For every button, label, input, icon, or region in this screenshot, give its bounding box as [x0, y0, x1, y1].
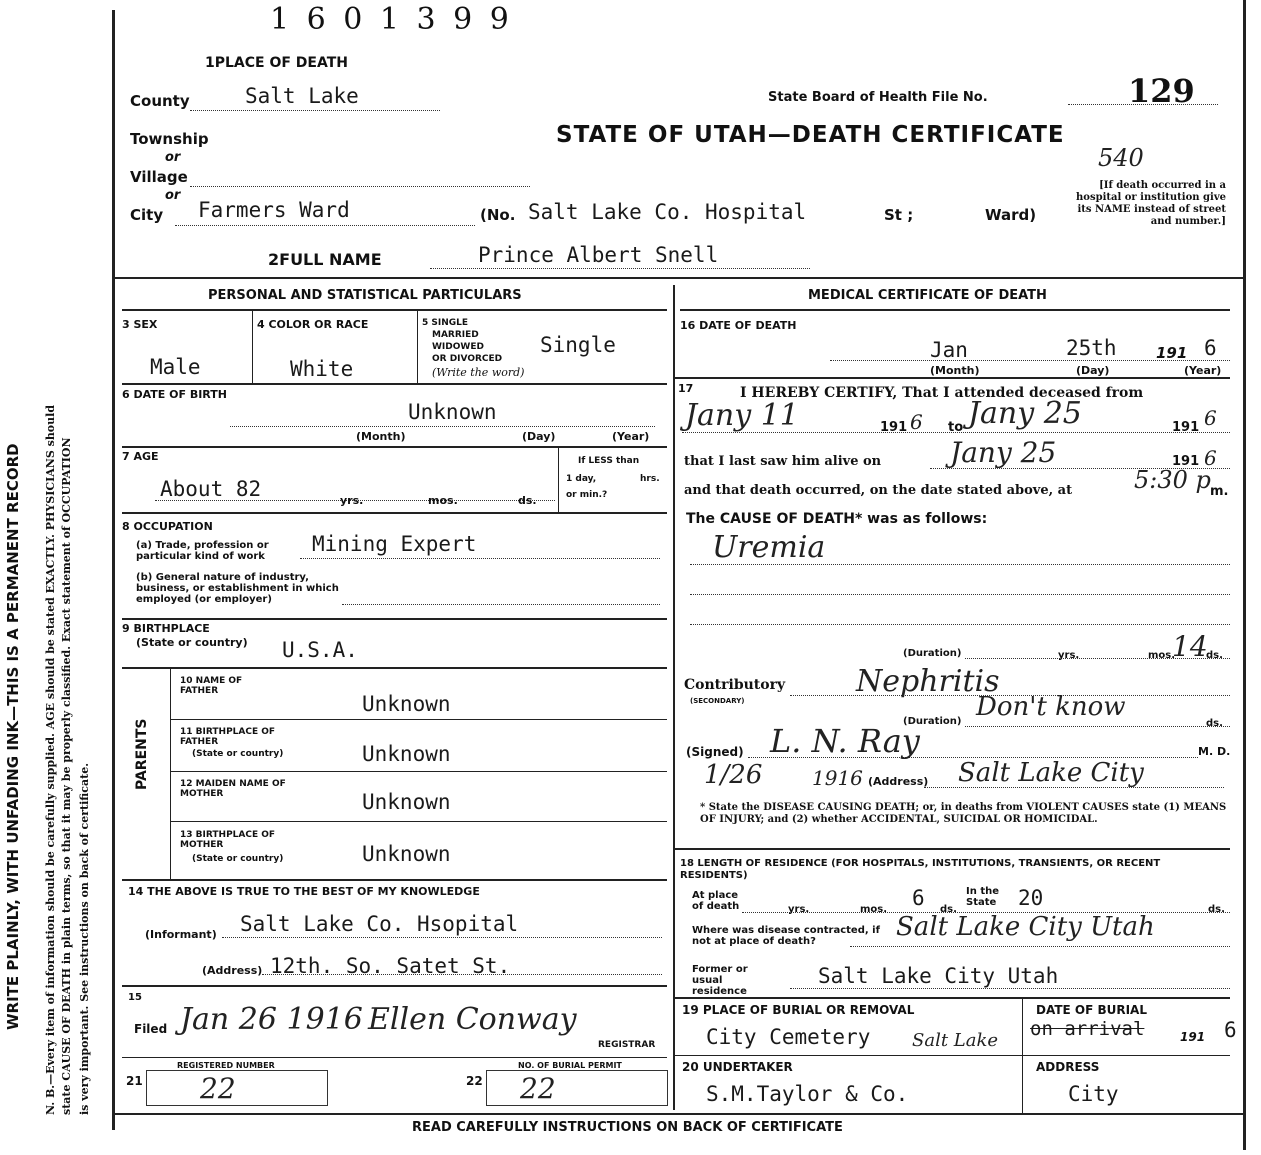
certify-num: 17 — [678, 382, 694, 395]
registered-number-value: 22 — [200, 1072, 236, 1105]
last-saw-year-digit: 6 — [1204, 446, 1217, 470]
contributory-duration-value: Don't know — [976, 692, 1126, 722]
dod-year-label: (Year) — [1184, 364, 1222, 377]
burial-date-label: DATE OF BURIAL — [1036, 1003, 1147, 1017]
signed-date: 1/26 — [704, 760, 763, 790]
date-of-death-day: 25th — [1066, 336, 1117, 360]
dob-day-label: (Day) — [522, 430, 556, 443]
certify-year1: 191 — [880, 420, 908, 435]
certify-year1-digit: 6 — [910, 410, 923, 434]
bottom-instruction: READ CAREFULLY INSTRUCTIONS ON BACK OF CERTIFICATE — [412, 1120, 843, 1135]
margin-permanent-record: WRITE PLAINLY, WITH UNFADING INK—THIS IS A PERMANENT RECORD — [4, 443, 22, 1030]
informant-address-label: (Address) — [202, 964, 263, 977]
contracted-value: Salt Lake City Utah — [896, 912, 1155, 942]
burial-permit-value: 22 — [520, 1072, 556, 1105]
signed-value: L. N. Ray — [770, 722, 920, 760]
burial-year: 191 — [1180, 1030, 1206, 1044]
registered-number-num: 21 — [126, 1074, 143, 1088]
rule-bottom — [112, 1113, 1243, 1115]
burial-label: 19 PLACE OF BURIAL OR REMOVAL — [682, 1003, 915, 1017]
cause-mos-label: mos. — [1148, 650, 1176, 661]
city-value: Farmers Ward — [198, 198, 350, 222]
footnote: * State the DISEASE CAUSING DEATH; or, in deaths from VIOLENT CAUSES state (1) MEANS OF INJURY; and (2) whether ACCIDENTAL, SUICIDAL OR HOMICIDAL. — [700, 802, 1227, 825]
cause-label: The CAUSE OF DEATH* was as follows: — [686, 511, 988, 527]
date-of-death-label: 16 DATE OF DEATH — [680, 319, 797, 332]
burial-permit-label: NO. OF BURIAL PERMIT — [518, 1061, 622, 1070]
age-min: or min.? — [566, 490, 608, 500]
dob-month-label: (Month) — [356, 430, 406, 443]
frame-left — [112, 10, 115, 1130]
signed-address-value: Salt Lake City — [958, 758, 1144, 788]
registered-number-label: REGISTERED NUMBER — [177, 1061, 275, 1070]
age-mos-label: mos. — [428, 494, 458, 507]
burial-date-struck: on arrival — [1030, 1018, 1145, 1040]
certify-text: I HEREBY CERTIFY, That I attended deceased from — [740, 385, 1144, 401]
cause-duration-value: 14 — [1172, 630, 1208, 663]
filed-value: Jan 26 1916 — [180, 1002, 363, 1037]
age-hrs: hrs. — [640, 474, 660, 484]
cause-ds-label: ds. — [1206, 650, 1223, 661]
former-residence-label: Former or usual residence — [692, 964, 748, 997]
undertaker-address-label: ADDRESS — [1036, 1060, 1100, 1074]
margin-note-2: state CAUSE OF DEATH in plain terms, so that it may be properly classified. Exact statement of OCCUPATION — [60, 437, 73, 1115]
birthplace-label: 9 BIRTHPLACE — [122, 622, 210, 635]
certify-to-date: Jany 25 — [968, 396, 1082, 431]
informant-label: (Informant) — [145, 928, 217, 941]
registrar-signature: Ellen Conway — [368, 1002, 577, 1037]
father-birthplace-value: Unknown — [362, 742, 451, 766]
informant-value: Salt Lake Co. Hsopital — [240, 912, 519, 936]
file-numbers-top: 1 6 0 1 3 9 9 — [270, 2, 513, 37]
marital-value: Single — [540, 333, 616, 357]
color-label: 4 COLOR OR RACE — [257, 318, 369, 331]
margin-note-1: N. B.—Every item of information should be carefully supplied. AGE should be stated EXACTLY. PHYSICIANS should — [44, 404, 57, 1115]
date-of-death-year-prefix: 191 — [1156, 344, 1188, 362]
residence-ds: ds. — [940, 904, 957, 915]
age-label: 7 AGE — [122, 450, 159, 463]
filed-label: Filed — [134, 1022, 168, 1036]
place-of-death-heading: 1PLACE OF DEATH — [205, 55, 349, 71]
burial-permit-num: 22 — [466, 1074, 483, 1088]
death-time: 5:30 p — [1134, 466, 1211, 494]
residence-state-ds: ds. — [1208, 904, 1225, 915]
undertaker-value: S.M.Taylor & Co. — [706, 1082, 909, 1106]
informant-address-value: 12th. So. Satet St. — [270, 954, 511, 978]
certify-year2: 191 — [1172, 420, 1200, 435]
city-label: City — [130, 206, 164, 224]
parents-label: PARENTS — [134, 718, 150, 790]
mother-maiden-value: Unknown — [362, 790, 451, 814]
certify-year2-digit: 6 — [1204, 406, 1217, 430]
informant-heading: 14 THE ABOVE IS TRUE TO THE BEST OF MY KNOWLEDGE — [128, 885, 480, 898]
hospital-note: [If death occurred in a hospital or institution give its NAME instead of street and number.] — [1076, 180, 1226, 227]
or-text-1: or — [165, 150, 181, 165]
burial-permit-box — [486, 1070, 668, 1106]
sex-value: Male — [150, 355, 201, 379]
occupation-a-label: (a) Trade, profession or particular kind of work — [136, 540, 269, 562]
death-time-m: m. — [1210, 484, 1229, 499]
residence-state-value: 20 — [1018, 886, 1044, 910]
rule-after-name — [112, 277, 1243, 279]
or-text-2: or — [165, 188, 181, 203]
full-name-label: 2FULL NAME — [268, 250, 382, 269]
dob-year-label: (Year) — [612, 430, 650, 443]
former-residence-value: Salt Lake City Utah — [818, 964, 1059, 988]
certify-to: to — [948, 420, 964, 435]
age-value: About 82 — [160, 477, 262, 501]
residence-mos-value: 6 — [912, 886, 925, 910]
mother-birthplace-value: Unknown — [362, 842, 451, 866]
contributory-value: Nephritis — [856, 664, 1000, 699]
last-saw-date: Jany 25 — [950, 436, 1057, 469]
burial-value: City Cemetery — [706, 1025, 871, 1049]
marital-married-label: MARRIED — [432, 330, 479, 340]
margin-note-3: is very important. See instructions on back of certificate. — [78, 762, 91, 1115]
age-yrs-label: yrs. — [340, 494, 364, 507]
occupation-b-label: (b) General nature of industry, business, or establishment in which employed (or employer) — [136, 572, 339, 605]
township-label: Township — [130, 130, 209, 148]
filed-num: 15 — [128, 992, 142, 1003]
undertaker-label: 20 UNDERTAKER — [682, 1060, 793, 1074]
marital-write-label: (Write the word) — [432, 366, 525, 379]
contributory-sub: (SECONDARY) — [690, 697, 745, 705]
full-name-value: Prince Albert Snell — [478, 243, 719, 267]
dob-value: Unknown — [408, 400, 497, 424]
city-ward-label: Ward) — [985, 206, 1037, 224]
father-name-label: 10 NAME OF FATHER — [180, 676, 243, 696]
sex-label: 3 SEX — [122, 318, 158, 331]
cause-value: Uremia — [712, 530, 826, 565]
age-one-day: 1 day, — [566, 474, 597, 484]
signed-address-label: (Address) — [868, 775, 929, 788]
father-name-value: Unknown — [362, 692, 451, 716]
certify-from-date: Jany 11 — [685, 398, 799, 433]
marital-divorced-label: OR DIVORCED — [432, 354, 503, 364]
medical-header: MEDICAL CERTIFICATE OF DEATH — [808, 288, 1047, 303]
certificate-title: STATE OF UTAH—DEATH CERTIFICATE — [556, 122, 1065, 148]
mother-maiden-label: 12 MAIDEN NAME OF MOTHER — [180, 779, 286, 799]
cause-yrs-label: yrs. — [1058, 650, 1080, 661]
residence-mos: mos. — [860, 904, 888, 915]
date-of-death-month: Jan — [930, 338, 968, 362]
registered-number-box — [146, 1070, 328, 1106]
file-no-value: 129 — [1128, 72, 1195, 110]
residence-at-place: At place of death — [692, 890, 740, 912]
signed-label: (Signed) — [686, 745, 744, 759]
city-no-value: Salt Lake Co. Hospital — [528, 200, 807, 224]
last-saw-year: 191 — [1172, 454, 1200, 469]
occupation-label: 8 OCCUPATION — [122, 520, 213, 533]
undertaker-address-value: City — [1068, 1082, 1119, 1106]
contributory-label: Contributory — [684, 677, 786, 693]
age-ds-label: ds. — [518, 494, 537, 507]
burial-value-hw: Salt Lake — [912, 1030, 999, 1051]
mother-birthplace-label: 13 BIRTHPLACE OF MOTHER — [180, 830, 276, 850]
age-less-than: If LESS than — [578, 456, 640, 466]
father-birthplace-label: 11 BIRTHPLACE OF FATHER — [180, 727, 276, 747]
contributory-duration-label: (Duration) — [903, 716, 962, 727]
county-label: County — [130, 92, 190, 110]
marital-single-label: 5 SINGLE — [422, 318, 469, 328]
city-st-label: St ; — [884, 206, 914, 224]
signed-year: 1916 — [812, 766, 863, 790]
dod-day-label: (Day) — [1076, 364, 1110, 377]
occupation-value: Mining Expert — [312, 532, 477, 556]
residence-label: 18 LENGTH OF RESIDENCE (FOR HOSPITALS, INSTITUTIONS, TRANSIENTS, OR RECENT RESIDENTS) — [680, 858, 1161, 881]
color-value: White — [290, 357, 354, 381]
birthplace-value: U.S.A. — [282, 638, 358, 662]
registrar-label: REGISTRAR — [598, 1040, 656, 1050]
burial-year-digit: 6 — [1224, 1018, 1237, 1042]
date-of-death-year-digit: 6 — [1204, 336, 1217, 360]
last-saw-label: that I last saw him alive on — [684, 454, 882, 469]
dob-label: 6 DATE OF BIRTH — [122, 388, 227, 401]
birthplace-sub: (State or country) — [136, 636, 248, 649]
mother-birthplace-sub: (State or country) — [192, 854, 284, 864]
frame-right — [1243, 0, 1246, 1150]
cause-duration-label: (Duration) — [903, 648, 962, 659]
contributory-ds-label: ds. — [1206, 718, 1223, 729]
file-no-secondary: 540 — [1098, 144, 1144, 172]
city-no-label: (No. — [480, 206, 516, 224]
residence-in-state: In the State — [966, 886, 1000, 908]
contracted-label: Where was disease contracted, if not at place of death? — [692, 925, 880, 947]
dod-month-label: (Month) — [930, 364, 980, 377]
county-value: Salt Lake — [245, 84, 359, 108]
marital-widowed-label: WIDOWED — [432, 342, 484, 352]
residence-yrs: yrs. — [788, 904, 810, 915]
center-divider — [673, 285, 675, 1110]
file-no-label: State Board of Health File No. — [768, 90, 988, 105]
death-occurred-label: and that death occurred, on the date stated above, at — [684, 483, 1073, 498]
village-label: Village — [130, 168, 188, 186]
personal-header: PERSONAL AND STATISTICAL PARTICULARS — [208, 288, 522, 303]
signed-md: M. D. — [1198, 745, 1231, 758]
father-birthplace-sub: (State or country) — [192, 749, 284, 759]
